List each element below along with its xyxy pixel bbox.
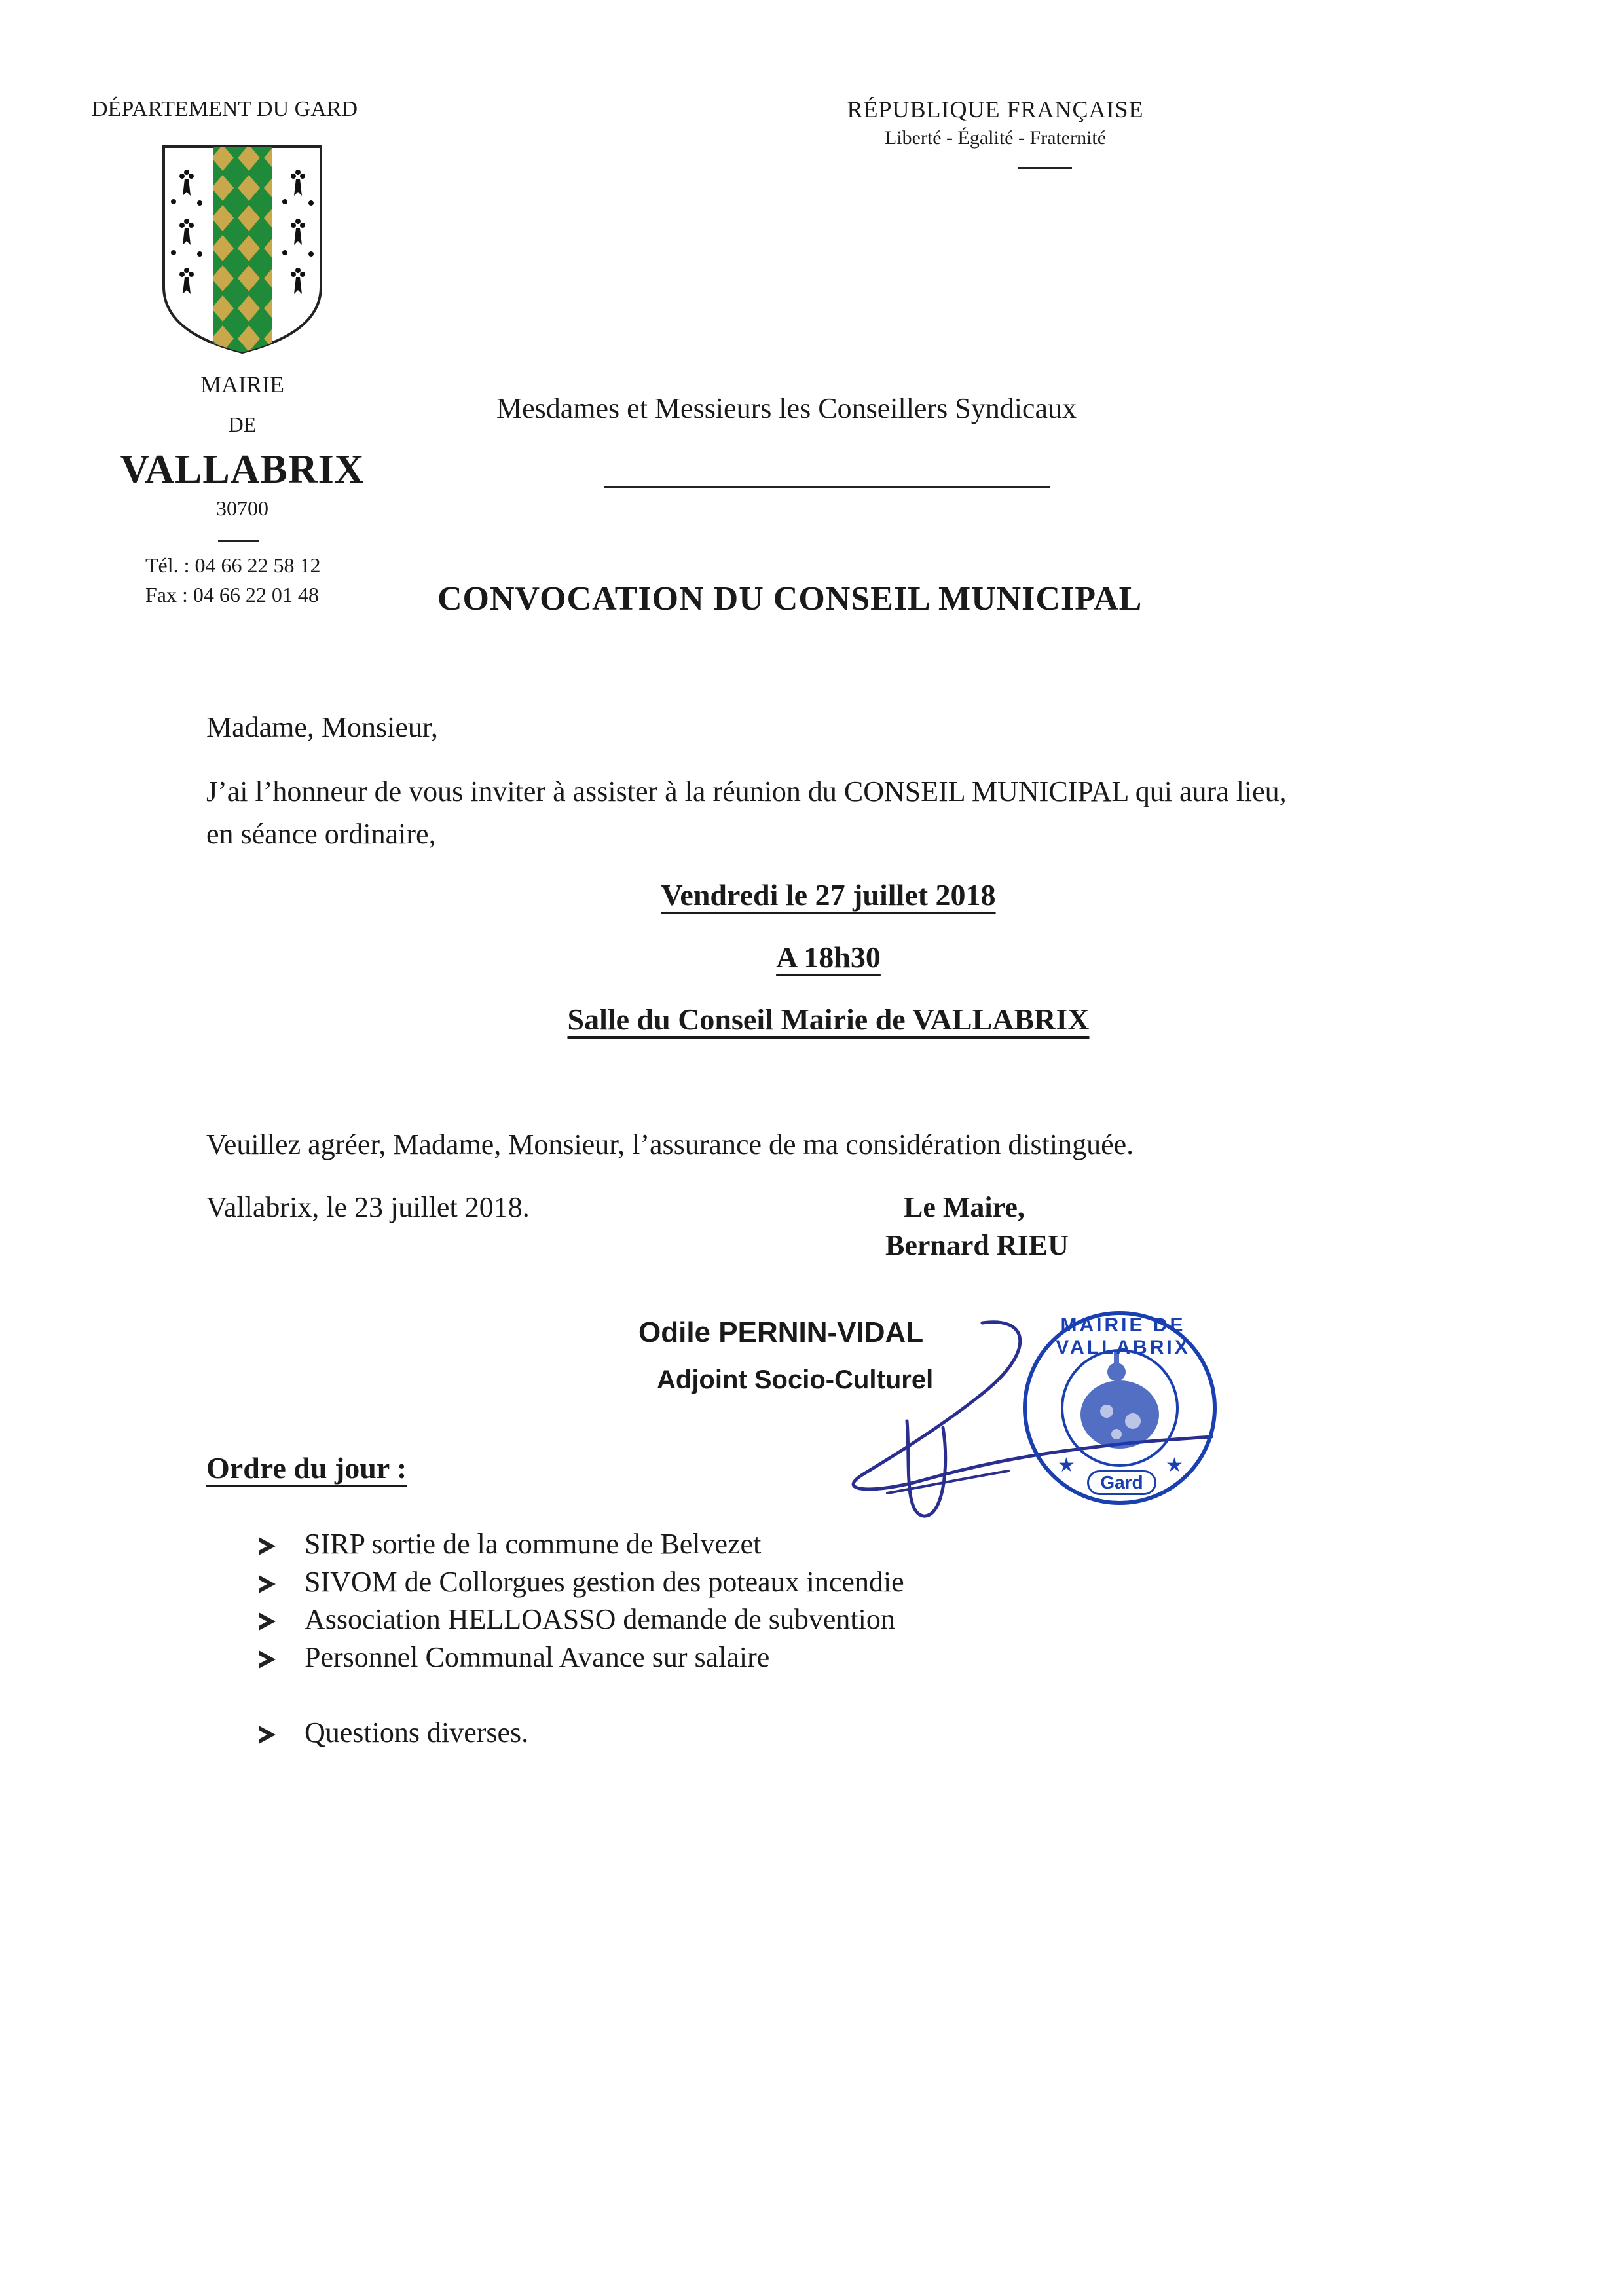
republic-motto: Liberté - Égalité - Fraternité — [884, 127, 1107, 149]
arrow-bullet-icon — [259, 1575, 276, 1593]
document-title: CONVOCATION DU CONSEIL MUNICIPAL — [437, 580, 1143, 618]
postcode: 30700 — [216, 496, 268, 520]
recipients-line: Mesdames et Messieurs les Conseillers Syndicaux — [496, 392, 1077, 424]
meeting-time: A 18h30 — [776, 940, 881, 974]
coat-of-arms-icon — [157, 143, 327, 359]
republic-heading: RÉPUBLIQUE FRANÇAISE — [847, 96, 1144, 122]
salutation: Madame, Monsieur, — [206, 711, 438, 743]
recipients-divider — [604, 486, 1050, 488]
agenda-extra-item: Questions diverses. — [304, 1716, 529, 1749]
arrow-bullet-icon — [259, 1650, 276, 1669]
mairie-de-label: DE — [228, 413, 257, 436]
agenda-item: Personnel Communal Avance sur salaire — [304, 1641, 770, 1673]
phone-number: Tél. : 04 66 22 58 12 — [145, 553, 321, 577]
deputy-role: Adjoint Socio-Culturel — [657, 1365, 934, 1394]
svg-text:★: ★ — [1166, 1454, 1183, 1476]
arrow-bullet-icon — [259, 1537, 276, 1555]
place-and-date: Vallabrix, le 23 juillet 2018. — [206, 1191, 530, 1223]
agenda-item: SIRP sortie de la commune de Belvezet — [304, 1528, 762, 1560]
deputy-name: Odile PERNIN-VIDAL — [638, 1316, 924, 1348]
department-heading: DÉPARTEMENT DU GARD — [92, 97, 358, 121]
signatory-name: Bernard RIEU — [885, 1229, 1069, 1261]
closing-formula: Veuillez agréer, Madame, Monsieur, l’assurance de ma considération distinguée. — [206, 1128, 1134, 1160]
mairie-label: MAIRIE — [200, 371, 284, 398]
commune-name: VALLABRIX — [120, 447, 365, 492]
fax-number: Fax : 04 66 22 01 48 — [145, 583, 319, 606]
meeting-date: Vendredi le 27 juillet 2018 — [661, 878, 996, 912]
mairie-divider — [218, 540, 259, 542]
invitation-line-1: J’ai l’honneur de vous inviter à assister à la réunion du CONSEIL MUNICIPAL qui aura lieu, — [206, 775, 1287, 807]
seal-bottom-text: Gard — [1087, 1470, 1156, 1495]
agenda-item: SIVOM de Collorgues gestion des poteaux incendie — [304, 1566, 904, 1598]
seal-text: MAIRIE DE VALLABRIX — [1056, 1314, 1190, 1358]
agenda-heading: Ordre du jour : — [206, 1451, 407, 1485]
meeting-location: Salle du Conseil Mairie de VALLABRIX — [567, 1003, 1090, 1036]
arrow-bullet-icon — [259, 1726, 276, 1744]
svg-text:★: ★ — [1058, 1454, 1075, 1476]
signatory-title: Le Maire, — [904, 1191, 1025, 1223]
invitation-line-2: en séance ordinaire, — [206, 818, 436, 850]
motto-divider — [1018, 167, 1072, 169]
agenda-item: Association HELLOASSO demande de subvention — [304, 1603, 895, 1635]
official-seal-icon — [1018, 1306, 1221, 1509]
arrow-bullet-icon — [259, 1612, 276, 1631]
